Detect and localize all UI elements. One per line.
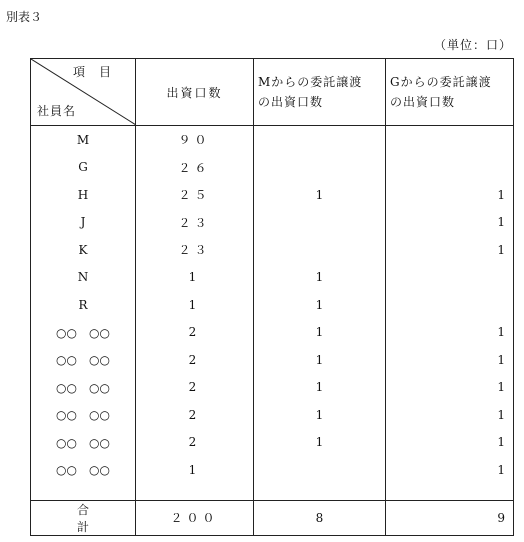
employee-name-cell: M: [31, 126, 136, 154]
total-from-g: 9: [386, 500, 514, 535]
from-g-cell: [386, 264, 514, 292]
from-m-cell: [254, 154, 386, 182]
employee-name-cell: K: [31, 236, 136, 264]
document-label: 別表３: [6, 10, 43, 24]
table-row: [31, 181, 514, 209]
from-g-cell: 1: [386, 429, 514, 457]
from-g-cell: [386, 154, 514, 182]
investment-cell: ２６: [136, 154, 254, 182]
from-m-cell: 1: [254, 291, 386, 319]
investment-cell: ９０: [136, 126, 254, 154]
from-g-cell: 1: [386, 346, 514, 374]
table-body: [31, 126, 514, 484]
from-m-cell: 1: [254, 374, 386, 402]
investment-cell: 2: [136, 346, 254, 374]
from-m-cell: 1: [254, 319, 386, 347]
employee-name-cell: ○○ ○○: [31, 429, 136, 457]
header-diagonal-cell: [31, 59, 136, 126]
table-row: [31, 346, 514, 374]
header-from-g: [386, 59, 514, 126]
employee-name-cell: H: [31, 181, 136, 209]
spacer-row: [31, 484, 514, 501]
from-g-cell: 1: [386, 209, 514, 237]
from-g-cell: [386, 291, 514, 319]
investment-cell: 2: [136, 374, 254, 402]
investment-table: [30, 58, 514, 536]
employee-name-cell: R: [31, 291, 136, 319]
header-from-g-line1: Gからの委託譲渡: [390, 75, 492, 89]
employee-name-cell: N: [31, 264, 136, 292]
employee-name-cell: ○○ ○○: [31, 401, 136, 429]
total-label: 合計: [31, 500, 136, 535]
table-row: [31, 126, 514, 154]
table-row: [31, 429, 514, 457]
total-row: [31, 500, 514, 535]
table-row: [31, 236, 514, 264]
employee-name-cell: G: [31, 154, 136, 182]
investment-cell: ２５: [136, 181, 254, 209]
table-row: [31, 456, 514, 484]
table-row: [31, 264, 514, 292]
table-row: [31, 154, 514, 182]
from-g-cell: 1: [386, 456, 514, 484]
from-g-cell: [386, 126, 514, 154]
from-m-cell: [254, 209, 386, 237]
table-row: [31, 291, 514, 319]
header-from-m: [254, 59, 386, 126]
from-g-cell: 1: [386, 401, 514, 429]
unit-note: （単位：口）: [433, 38, 512, 52]
investment-cell: ２３: [136, 209, 254, 237]
from-g-cell: 1: [386, 236, 514, 264]
from-m-cell: [254, 126, 386, 154]
header-from-g-line2: の出資口数: [390, 95, 456, 109]
total-investment: ２００: [136, 500, 254, 535]
employee-name-cell: ○○ ○○: [31, 374, 136, 402]
from-m-cell: [254, 236, 386, 264]
employee-name-cell: ○○ ○○: [31, 456, 136, 484]
employee-name-cell: ○○ ○○: [31, 319, 136, 347]
table-row: [31, 401, 514, 429]
from-m-cell: 1: [254, 181, 386, 209]
table-row: [31, 374, 514, 402]
employee-name-cell: ○○ ○○: [31, 346, 136, 374]
employee-name-cell: J: [31, 209, 136, 237]
investment-cell: 2: [136, 429, 254, 457]
from-m-cell: 1: [254, 264, 386, 292]
from-m-cell: 1: [254, 346, 386, 374]
from-g-cell: 1: [386, 181, 514, 209]
from-g-cell: 1: [386, 374, 514, 402]
header-investment: [136, 59, 254, 126]
from-m-cell: [254, 456, 386, 484]
header-employee-label: 社員名: [37, 104, 77, 118]
investment-cell: 2: [136, 401, 254, 429]
table-row: [31, 319, 514, 347]
from-g-cell: 1: [386, 319, 514, 347]
investment-cell: 1: [136, 264, 254, 292]
investment-cell: 1: [136, 456, 254, 484]
header-from-m-line2: の出資口数: [258, 95, 324, 109]
header-from-m-line1: Mからの委託譲渡: [258, 75, 363, 89]
header-item-label: 項目: [72, 65, 125, 79]
from-m-cell: 1: [254, 429, 386, 457]
header-investment-label: 出資口数: [166, 85, 223, 100]
header-row: [31, 59, 514, 126]
from-m-cell: 1: [254, 401, 386, 429]
total-from-m: 8: [254, 500, 386, 535]
investment-cell: ２３: [136, 236, 254, 264]
investment-cell: 2: [136, 319, 254, 347]
investment-cell: 1: [136, 291, 254, 319]
table-row: [31, 209, 514, 237]
